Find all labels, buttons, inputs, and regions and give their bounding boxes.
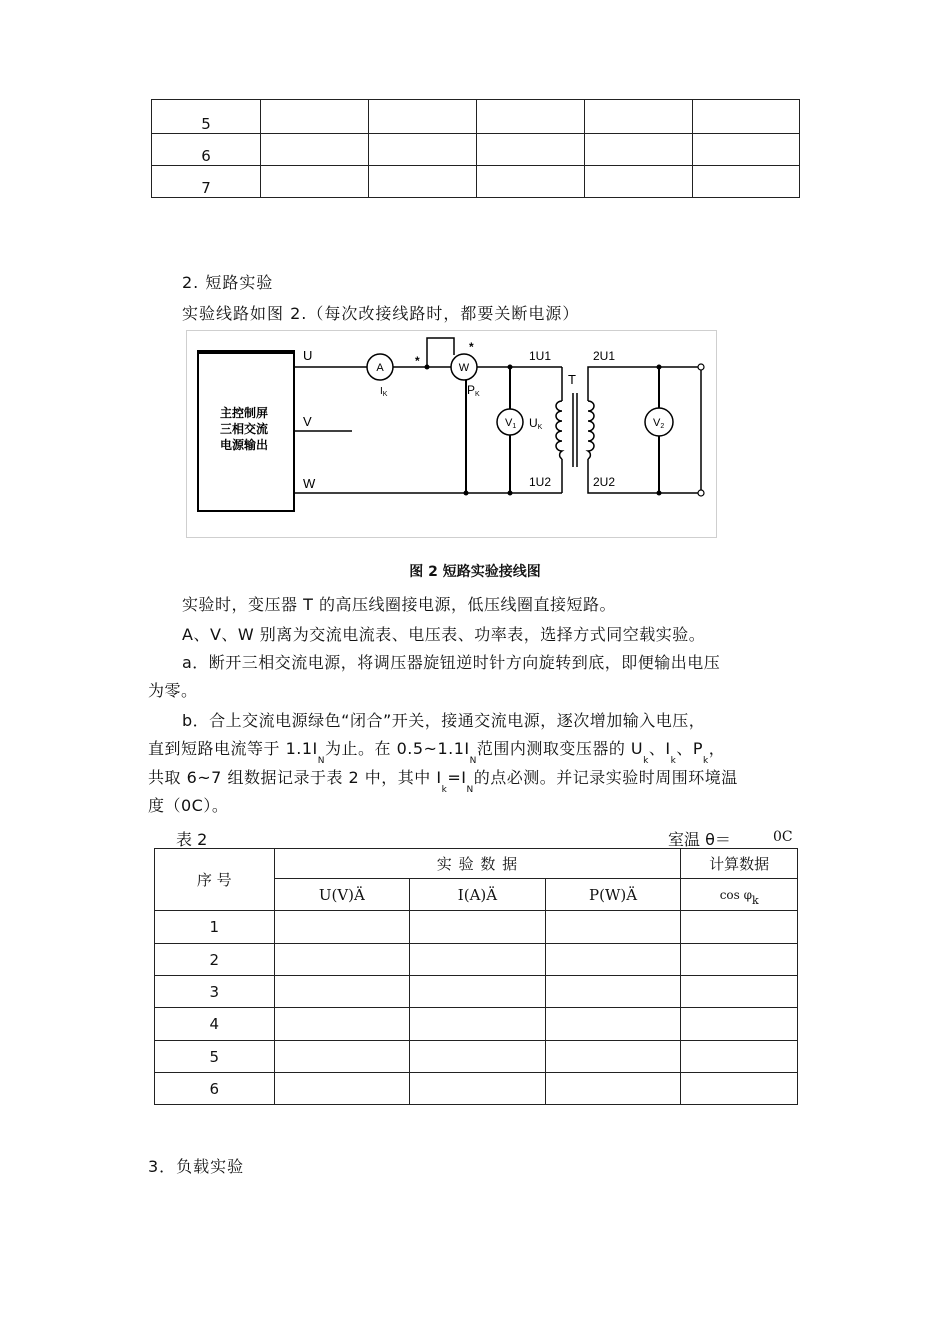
circuit-diagram [187,331,716,537]
node-2u1-label: 2U1 [593,349,616,363]
node-dot [508,365,513,370]
node-dot [508,491,513,496]
table-2-row-num: 1 [155,911,275,944]
top-table [151,99,800,198]
section-3-title: 3．负载实验 [148,1157,245,1176]
phase-w-label: W [303,476,316,491]
table-2-row-num: 2 [155,944,275,976]
table-2-row-num: 4 [155,1008,275,1041]
terminal-circle [698,364,704,370]
paragraph-4-line1: b．合上交流电源绿色“闭合”开关，接通交流电源，逐次增加输入电压， [182,711,706,730]
col-i-header: I(A)Ä [410,879,546,911]
exp-data-header: 实 验 数 据 [274,849,681,879]
paragraph-3-line1: a．断开三相交流电源，将调压器旋钮逆时针方向旋转到底，即便输出电压 [182,653,721,672]
paragraph-3-line2: 为零。 [148,681,198,700]
wattmeter-label: W [458,362,470,374]
paragraph-4-line3: 共取 6~7 组数据记录于表 2 中，其中 $I_k=I_N$的点必测。并记录实验时周围环境温 [148,768,738,795]
top-table-row-num: 5 [152,100,261,134]
phase-v-label: V [303,414,312,429]
terminal-mark-1: * [415,354,420,368]
table-2-row-num: 3 [155,976,275,1008]
col-u-header: U(V)Ä [274,879,410,911]
room-temp-label: 室温 θ＝ [668,830,731,849]
phase-u-label: U [303,348,313,363]
source-label-line1: 主控制屏 [219,406,269,420]
seq-header: 序 号 [155,849,275,911]
table-2-row-num: 6 [155,1073,275,1105]
paragraph-4-line2: 直到短路电流等于 $1.1I_N$为止。在 $0.5\sim 1.1I_N$范围内测取变压器的 $U_k$、$I_k$、$P_k$， [148,739,726,766]
table-2-label: 表 2 [176,830,208,849]
col-cos-header: cos φk [681,879,798,911]
terminal-circle [698,490,704,496]
calc-data-header: 计算数据 [681,849,798,879]
secondary-lead-top [588,367,701,401]
primary-coil [556,401,562,459]
node-1u2-label: 1U2 [529,475,552,489]
room-temp-unit: 0C [773,829,793,845]
wattmeter-voltage-lead [427,338,454,367]
section-2-intro: 实验线路如图 2.（每次改接线路时，都要关断电源） [182,304,580,323]
uk-label: UK [529,416,543,431]
top-table-row-num: 7 [152,166,261,198]
power-source-top-bar [198,350,294,354]
node-1u1-label: 1U1 [529,349,552,363]
paragraph-1: 实验时，变压器 T 的高压线圈接电源，低压线圈直接短路。 [182,595,616,614]
node-dot [464,491,469,496]
ik-label: $I_K$ [380,386,388,398]
pk-label: PK [467,383,480,398]
source-label-line2: 三相交流 [219,422,269,436]
table-2-row-num: 5 [155,1041,275,1073]
v2-label: V2 [653,417,665,430]
section-2-title: 2. 短路实验 [182,273,274,292]
source-label-line3: 电源输出 [219,438,269,452]
paragraph-2: A、V、W 别离为交流电流表、电压表、功率表，选择方式同空载实验。 [182,625,706,644]
transformer-t-label: T [568,372,576,387]
circuit-figure [186,330,717,538]
figure-caption: 图 2 短路实验接线图 [409,564,541,580]
secondary-coil [588,401,594,459]
terminal-mark-2: * [469,340,474,354]
ammeter-label: A [376,362,384,374]
paragraph-4-line4: 度（0C）。 [148,796,229,815]
node-2u2-label: 2U2 [593,475,616,489]
node-dot [657,491,662,496]
table-2 [154,848,798,1105]
col-p-header: P(W)Ä [545,879,681,911]
top-table-row-num: 6 [152,134,261,166]
v1-label: V1 [505,417,517,430]
node-dot [657,365,662,370]
node-dot [425,365,430,370]
